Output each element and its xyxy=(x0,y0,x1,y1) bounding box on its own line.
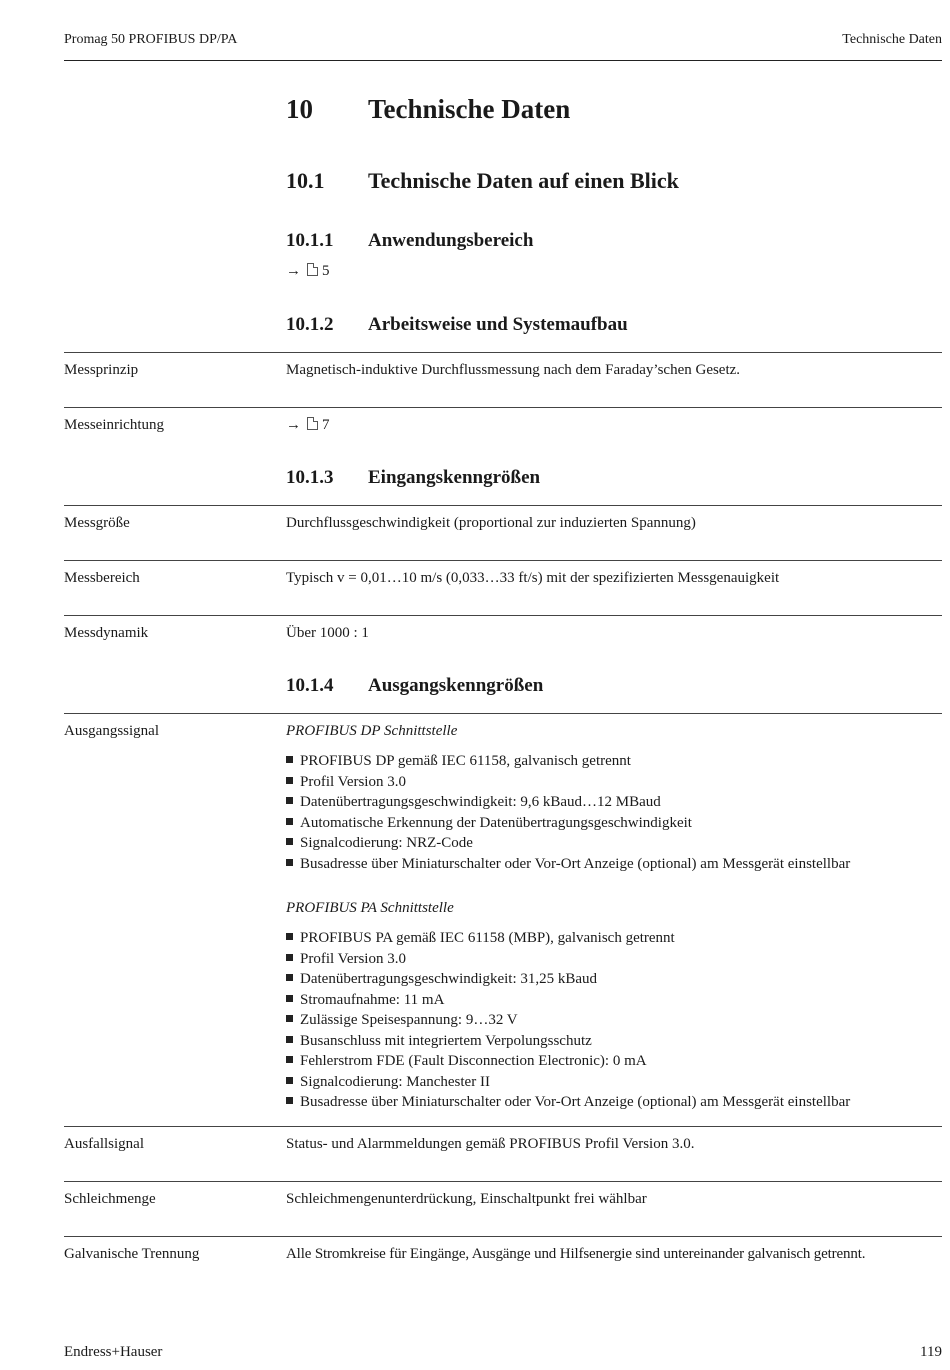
chapter-heading xyxy=(286,94,570,125)
row-value-messprinzip: Magnetisch-induktive Durchflussmessung nach dem Faraday’schen Gesetz. xyxy=(286,362,741,378)
arrow-right-icon: → xyxy=(286,263,301,279)
row-label-messprinzip: Messprinzip xyxy=(64,362,139,378)
list-item: Busanschluss mit integriertem Verpolungsschutz xyxy=(286,1031,850,1052)
row-value-messbereich: Typisch v = 0,01…10 m/s (0,033…33 ft/s) mit der spezifizierten Messgenauigkeit xyxy=(286,570,780,586)
section-number: 10.1 xyxy=(286,168,325,193)
list-item: Busadresse über Miniaturschalter oder Vor-Ort Anzeige (optional) am Messgerät einstellbar xyxy=(286,854,850,875)
page-ref-number: 7 xyxy=(322,417,330,433)
subsection-heading-ausgangskenngroessen xyxy=(286,675,543,697)
page-reference-messeinrichtung[interactable] xyxy=(286,417,330,434)
subsection-title: Eingangskenngrößen xyxy=(368,467,541,488)
list-item: Profil Version 3.0 xyxy=(286,772,850,793)
row-divider xyxy=(64,1181,942,1182)
row-value-schleichmenge: Schleichmengenunterdrückung, Einschaltpunkt frei wählbar xyxy=(286,1191,647,1207)
subsection-number: 10.1.1 xyxy=(286,230,334,251)
row-label-galvanische-trennung: Galvanische Trennung xyxy=(64,1246,200,1262)
row-divider xyxy=(64,1236,942,1237)
list-item: Signalcodierung: Manchester II xyxy=(286,1072,850,1093)
list-item: Datenübertragungsgeschwindigkeit: 31,25 kBaud xyxy=(286,969,850,990)
header-section-title: Technische Daten xyxy=(842,32,942,47)
row-label-messeinrichtung: Messeinrichtung xyxy=(64,417,164,433)
row-divider xyxy=(64,407,942,408)
profibus-dp-list xyxy=(286,751,850,874)
section-heading xyxy=(286,168,679,194)
row-value-ausfallsignal: Status- und Alarmmeldungen gemäß PROFIBUS Profil Version 3.0. xyxy=(286,1136,695,1152)
row-value-galvanische-trennung: Alle Stromkreise für Eingänge, Ausgänge und Hilfsenergie sind untereinander galvanisch getrennt. xyxy=(286,1246,866,1262)
subsection-heading-anwendungsbereich xyxy=(286,230,533,252)
row-divider xyxy=(64,560,942,561)
footer-page-number: 119 xyxy=(920,1344,942,1360)
arrow-right-icon: → xyxy=(286,417,301,433)
profibus-pa-list xyxy=(286,928,850,1113)
row-value-messgroesse: Durchflussgeschwindigkeit (proportional zur induzierten Spannung) xyxy=(286,515,696,531)
list-item: Profil Version 3.0 xyxy=(286,949,850,970)
page-ref-number: 5 xyxy=(322,263,330,279)
row-label-ausfallsignal: Ausfallsignal xyxy=(64,1136,144,1152)
subsection-title: Anwendungsbereich xyxy=(368,230,534,251)
page-icon xyxy=(307,417,318,430)
subsection-number: 10.1.4 xyxy=(286,675,334,696)
subsection-heading-eingangskenngroessen xyxy=(286,467,540,489)
subsection-title: Ausgangskenngrößen xyxy=(368,675,544,696)
row-divider xyxy=(64,713,942,714)
row-label-messdynamik: Messdynamik xyxy=(64,625,149,641)
row-divider xyxy=(64,1126,942,1127)
list-item: PROFIBUS DP gemäß IEC 61158, galvanisch getrennt xyxy=(286,751,850,772)
chapter-title: Technische Daten xyxy=(368,94,571,124)
subsection-number: 10.1.2 xyxy=(286,314,334,335)
list-item: Busadresse über Miniaturschalter oder Vor-Ort Anzeige (optional) am Messgerät einstellbar xyxy=(286,1092,850,1113)
row-divider xyxy=(64,352,942,353)
page-header xyxy=(64,32,942,61)
subsection-number: 10.1.3 xyxy=(286,467,334,488)
list-item: Fehlerstrom FDE (Fault Disconnection Electronic): 0 mA xyxy=(286,1051,850,1072)
profibus-pa-subheading: PROFIBUS PA Schnittstelle xyxy=(286,900,454,916)
row-label-messgroesse: Messgröße xyxy=(64,515,130,531)
list-item: PROFIBUS PA gemäß IEC 61158 (MBP), galvanisch getrennt xyxy=(286,928,850,949)
subsection-title: Arbeitsweise und Systemaufbau xyxy=(368,314,628,335)
row-divider xyxy=(64,505,942,506)
section-title: Technische Daten auf einen Blick xyxy=(368,168,679,193)
subsection-heading-arbeitsweise xyxy=(286,314,628,336)
chapter-number: 10 xyxy=(286,94,313,124)
row-value-messdynamik: Über 1000 : 1 xyxy=(286,625,369,641)
row-label-schleichmenge: Schleichmenge xyxy=(64,1191,156,1207)
row-label-messbereich: Messbereich xyxy=(64,570,140,586)
page-icon xyxy=(307,263,318,276)
row-label-ausgangssignal: Ausgangssignal xyxy=(64,723,159,739)
row-divider xyxy=(64,615,942,616)
list-item: Datenübertragungsgeschwindigkeit: 9,6 kBaud…12 MBaud xyxy=(286,792,850,813)
list-item: Signalcodierung: NRZ-Code xyxy=(286,833,850,854)
list-item: Zulässige Speisespannung: 9…32 V xyxy=(286,1010,850,1031)
list-item: Stromaufnahme: 11 mA xyxy=(286,990,850,1011)
page-reference-anwendungsbereich[interactable] xyxy=(286,263,330,280)
header-doc-title: Promag 50 PROFIBUS DP/PA xyxy=(64,32,238,47)
list-item: Automatische Erkennung der Datenübertragungsgeschwindigkeit xyxy=(286,813,850,834)
footer-company: Endress+Hauser xyxy=(64,1344,163,1360)
profibus-dp-subheading: PROFIBUS DP Schnittstelle xyxy=(286,723,458,739)
